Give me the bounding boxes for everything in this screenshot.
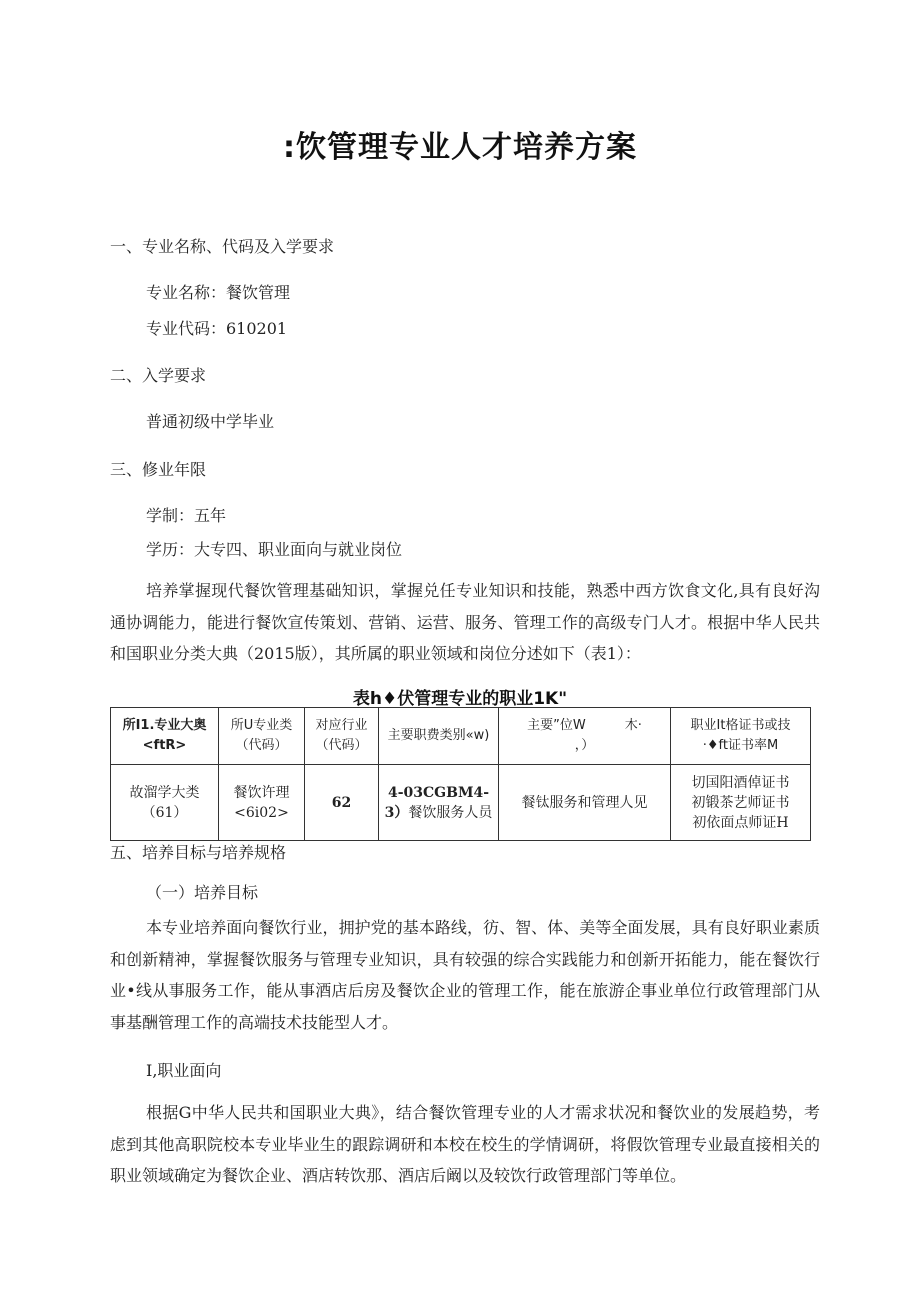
- table-cell: 故溜学大类（61）: [111, 765, 219, 841]
- study-duration: 学制：五年: [146, 506, 227, 525]
- table-cell: 餐饮许理 <6i02>: [219, 765, 305, 841]
- goal-paragraph: 本专业培养面向餐饮行业，拥护党的基本路线，彷、智、体、美等全面发展，具有良好职业素质和创新精神，掌握餐饮服务与管理专业知识，具有较强的综合实践能力和创新开拓能力，能在餐饮行业•线从事服务工作，能从事酒店后房及餐饮企业的管理工作，能在旅游企事业单位行政管理部门从事基酬管理工作的高端技术技能型人才。: [110, 918, 820, 1032]
- career-paragraph: 根据G中华人民共和国职业大典》，结合餐饮管理专业的人才需求状况和餐饮业的发展趋势，考虑到其他高职院校本专业毕业生的跟踪调研和本校在校生的学情调研，将假饮管理专业最直接相关的职业领域确定为餐饮企业、酒店转饮那、酒店后阚以及较饮行政管理部门等单位。: [110, 1103, 820, 1185]
- subsection-goal-heading: （一）培养目标: [146, 883, 259, 902]
- table-cell: 餐钛服务和管理人见: [499, 765, 671, 841]
- intro-paragraph: 培养掌握现代餐饮管理基础知识，掌握兑任专业知识和技能，熟悉中西方饮食文化,具有良好沟通协调能力，能进行餐饮宣传策划、营销、运营、服务、管理工作的高级专门人才。根据中华人民共和国职业分类大典（2015版），其所属的职业领域和岗位分述如下（表1）：: [110, 581, 820, 663]
- table-header-cell: 所I1.专业大奥 <ftR>: [111, 708, 219, 765]
- career-table: [110, 707, 811, 841]
- table-cell: 切国阳酒倬证书 初锻茶艺师证书 初依面点师证H: [671, 765, 811, 841]
- degree-line: 学历：大专四、职业面向与就业岗位: [146, 540, 403, 559]
- table-header-cell: 主要职费类别«w): [379, 708, 499, 765]
- subsection-career-heading: I,职业面向: [146, 1061, 222, 1080]
- table-header-cell: 职业It格证书或技 ·♦ft证书率M: [671, 708, 811, 765]
- table-header-cell: 所U专业类 （代码）: [219, 708, 305, 765]
- major-code: 专业代码：610201: [146, 319, 288, 338]
- section-2-heading: 二、入学要求: [110, 366, 207, 385]
- table-cell: 62: [305, 765, 379, 841]
- table-header-row: [111, 708, 811, 765]
- table-header-cell: 对应行业 （代码）: [305, 708, 379, 765]
- admission-requirement: 普通初级中学毕业: [146, 412, 275, 431]
- section-1-heading: 一、专业名称、代码及入学要求: [110, 237, 335, 256]
- table-cell: 4-03CGBM4-3）餐饮服务人员: [379, 765, 499, 841]
- section-5-heading: 五、培养目标与培养规格: [110, 843, 287, 862]
- table-caption: 表h♦伏管理专业的职业1K": [352, 689, 568, 709]
- page-title: :饮管理专业人才培养方案: [283, 130, 637, 165]
- table-row: [111, 765, 811, 841]
- major-name: 专业名称：餐饮管理: [146, 283, 291, 302]
- table-header-cell: 主要”位W 木· ，）: [499, 708, 671, 765]
- section-3-heading: 三、修业年限: [110, 460, 207, 479]
